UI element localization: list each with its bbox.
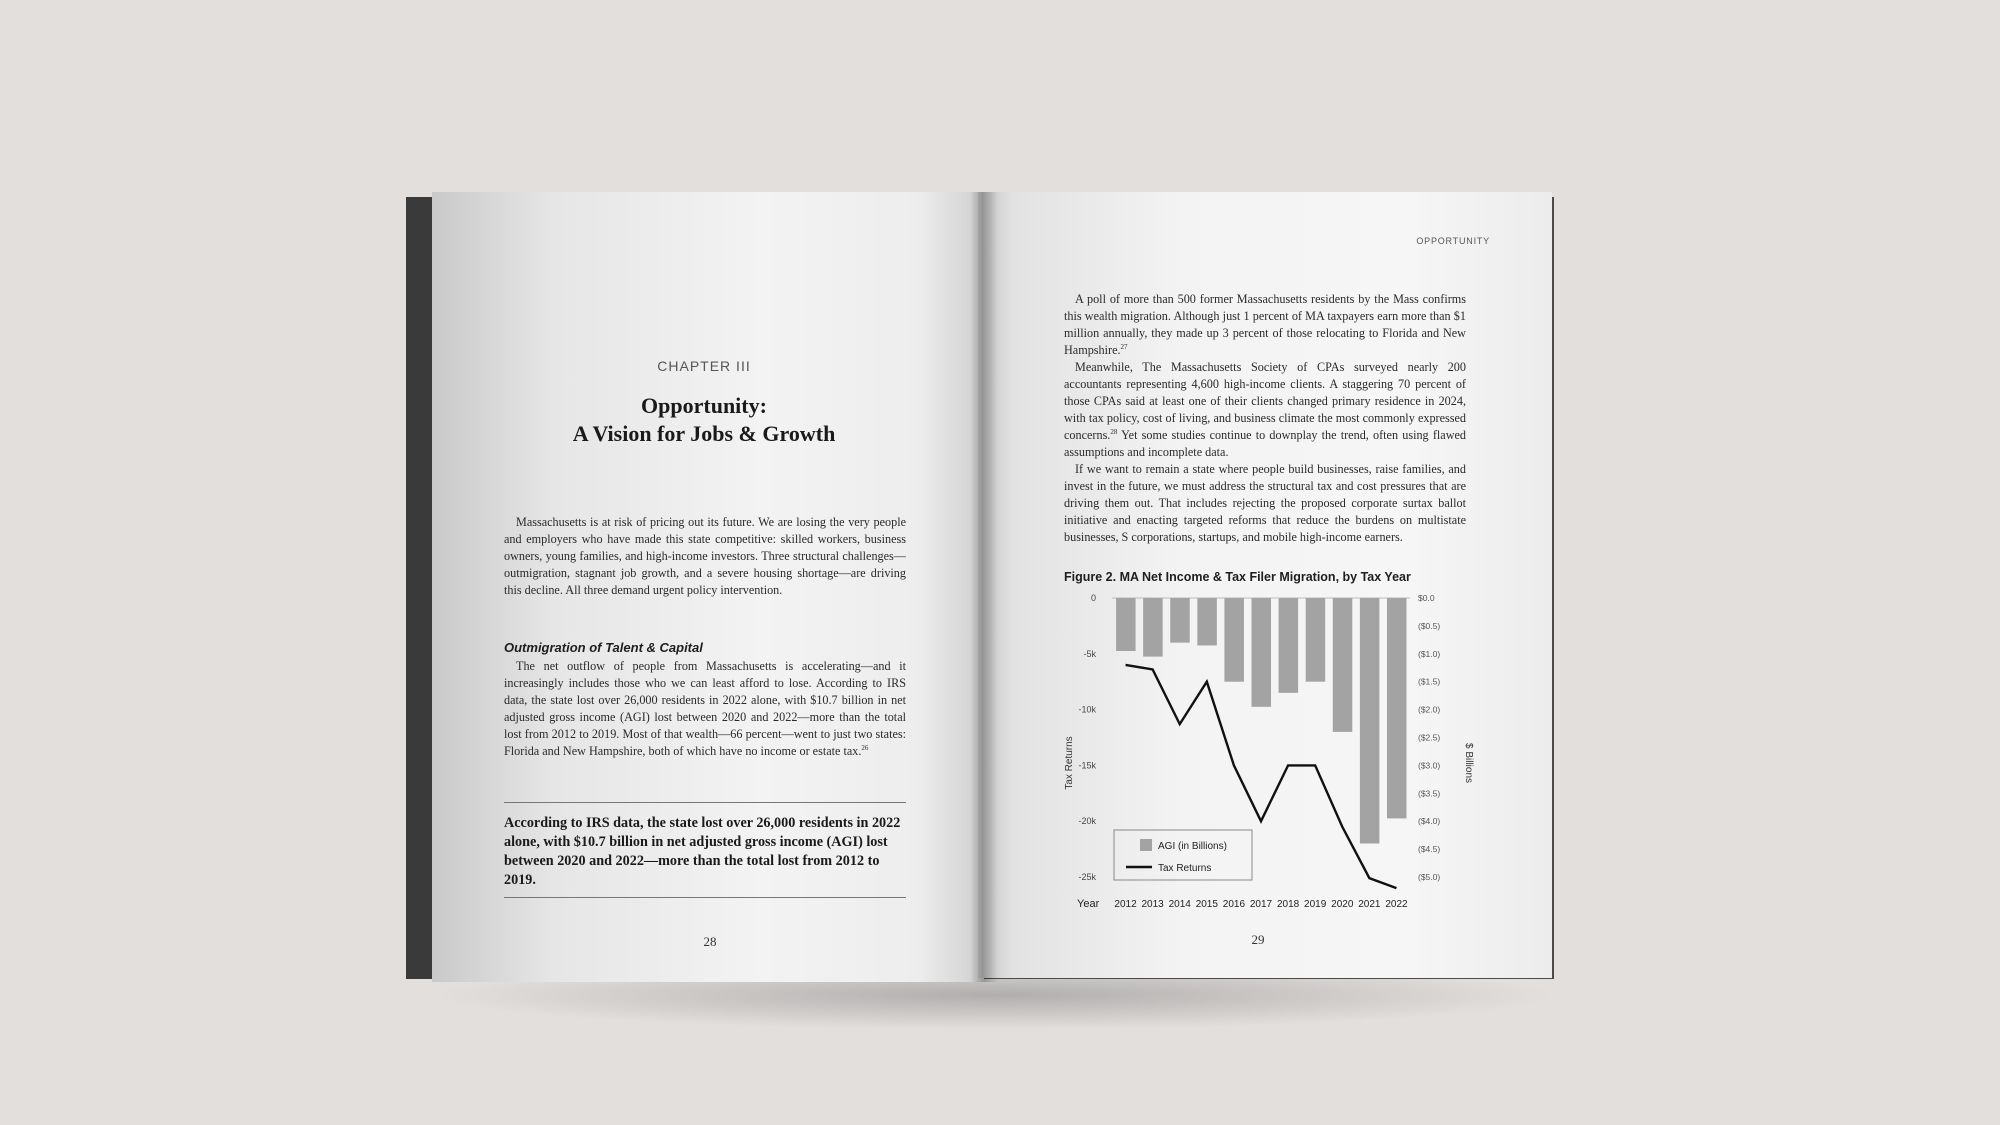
- right-axis-tick-label: ($3.0): [1418, 760, 1441, 771]
- right-axis-tick-label: ($4.5): [1418, 844, 1441, 855]
- outmigration-paragraph: [504, 658, 906, 760]
- x-tick-label-2020: 2020: [1331, 899, 1354, 910]
- right-axis-tick-label: ($3.5): [1418, 788, 1441, 799]
- right-axis-tick-label: ($2.5): [1418, 732, 1441, 743]
- x-tick-label-2013: 2013: [1141, 899, 1164, 910]
- left-axis-tick-label: -10k: [1078, 704, 1096, 715]
- running-head: OPPORTUNITY: [1416, 236, 1490, 246]
- policy-paragraph: If we want to remain a state where people build businesses, raise families, and invest in the future, we must address the structural tax and cost pressures that are driving them out. That includes rejecting the proposed corporate surtax ballot initiative and enacting targeted reforms that reduce the burdens on multistate businesses, S corporations, startups, and mobile high-income earners.: [1064, 462, 1466, 544]
- agi-bar-2019: [1306, 598, 1326, 682]
- footnote-27[interactable]: 27: [1120, 342, 1128, 351]
- right-axis-tick-label: ($1.0): [1418, 648, 1441, 659]
- chapter-title-line-2: A Vision for Jobs & Growth: [572, 421, 836, 446]
- poll-paragraph: [1064, 291, 1466, 359]
- chapter-label: CHAPTER III: [657, 358, 751, 374]
- chapter-title-line-1: Opportunity:: [641, 393, 767, 418]
- x-tick-label-2019: 2019: [1304, 899, 1327, 910]
- x-tick-label-2014: 2014: [1168, 899, 1191, 910]
- pull-quote-rule-bottom: [504, 897, 906, 898]
- x-tick-label-2012: 2012: [1114, 899, 1137, 910]
- legend-bar-swatch: [1140, 839, 1152, 851]
- pull-quote: According to IRS data, the state lost over 26,000 residents in 2022 alone, with $10.7 billion in net adjusted gross income (AGI) lost between 2020 and 2022—more than the total lost from 2012 to 2019.: [504, 815, 901, 888]
- right-axis-tick-label: ($2.0): [1418, 704, 1441, 715]
- x-tick-label-2016: 2016: [1222, 899, 1246, 910]
- pull-quote-rule-top: [504, 802, 906, 803]
- right-axis-tick-label: $0.0: [1418, 593, 1435, 603]
- x-tick-label-2017: 2017: [1249, 899, 1273, 910]
- agi-bar-2018: [1279, 598, 1299, 693]
- x-tick-label-2022: 2022: [1385, 899, 1408, 910]
- cpa-paragraph-text-a: Meanwhile, The Massachusetts Society of CPAs surveyed nearly 200 accountants representing 4,600 high-income clients. A staggering 70 percent of those CPAs said at least one of their clients changed primary residence in 2024, with tax policy, cost of living, and business climate the most commonly expressed concerns.: [1064, 360, 1466, 442]
- right-axis-tick-label: ($1.5): [1418, 676, 1441, 687]
- figure-title: Figure 2. MA Net Income & Tax Filer Migration, by Tax Year: [1064, 570, 1411, 584]
- left-axis-tick-label: -25k: [1078, 872, 1096, 882]
- book-gutter: [970, 192, 998, 982]
- section-subheading: Outmigration of Talent & Capital: [504, 640, 703, 655]
- left-axis-tick-label: -20k: [1078, 816, 1096, 827]
- footnote-28[interactable]: 28: [1110, 427, 1118, 436]
- page-number-left: 28: [703, 934, 717, 949]
- footnote-26[interactable]: 26: [861, 743, 869, 752]
- x-tick-label-2015: 2015: [1195, 899, 1218, 910]
- cpa-paragraph: [1064, 359, 1466, 461]
- cpa-paragraph-text-b: Yet some studies continue to downplay the trend, often using flawed assumptions and incomplete data.: [1064, 428, 1466, 459]
- agi-bar-2017: [1252, 598, 1272, 707]
- x-axis-title: Year: [1077, 898, 1100, 910]
- x-tick-label-2021: 2021: [1358, 899, 1381, 910]
- left-axis-tick-label: -15k: [1078, 760, 1096, 771]
- legend-label-agi: AGI (in Billions): [1158, 841, 1227, 852]
- agi-bar-2020: [1333, 598, 1353, 732]
- agi-bar-2013: [1143, 598, 1163, 657]
- agi-bar-2014: [1170, 598, 1190, 643]
- right-axis-title: $ Billions: [1463, 742, 1474, 784]
- agi-bar-2012: [1116, 598, 1136, 651]
- left-axis-tick-label: 0: [1090, 593, 1096, 603]
- right-axis-tick-label: ($4.0): [1418, 816, 1441, 827]
- agi-bar-2015: [1197, 598, 1217, 645]
- right-axis-tick-label: ($0.5): [1418, 620, 1441, 631]
- agi-bar-2021: [1360, 598, 1380, 844]
- left-axis-title: Tax Returns: [1064, 736, 1075, 790]
- legend-label-tax-returns: Tax Returns: [1158, 863, 1212, 874]
- intro-paragraph: Massachusetts is at risk of pricing out its future. We are losing the very people and employers who have made this state competitive: skilled workers, business owners, young families, and high-income investors. Three structural challenges—outmigration, stagnant job growth, and a severe housing shortage—are driving this decline. All three demand urgent policy intervention.: [504, 515, 906, 597]
- chapter-title: [504, 392, 904, 448]
- right-axis-tick-label: ($5.0): [1418, 872, 1441, 882]
- agi-bar-2022: [1387, 598, 1407, 818]
- page-number-right: 29: [1251, 932, 1265, 947]
- x-tick-label-2018: 2018: [1276, 899, 1300, 910]
- left-axis-tick-label: -5k: [1083, 648, 1096, 659]
- agi-bar-2016: [1224, 598, 1244, 682]
- outmigration-paragraph-text: The net outflow of people from Massachusetts is accelerating—and it increasingly includes those who we can least afford to lose. According to IRS data, the state lost over 26,000 residents in 2022 alone, with $10.7 billion in net adjusted gross income (AGI) lost between 2020 and 2022—more than the total lost from 2012 to 2019. Most of that wealth—66 percent—went to just two states: Florida and New Hampshire, both of which have no income or estate tax.: [504, 659, 906, 758]
- poll-paragraph-text: A poll of more than 500 former Massachusetts residents by the Mass confirms this wealth migration. Although just 1 percent of MA taxpayers earn more than $1 million annually, they made up 3 percent of those relocating to Florida and New Hampshire.: [1064, 292, 1466, 357]
- migration-chart: [1060, 585, 1490, 915]
